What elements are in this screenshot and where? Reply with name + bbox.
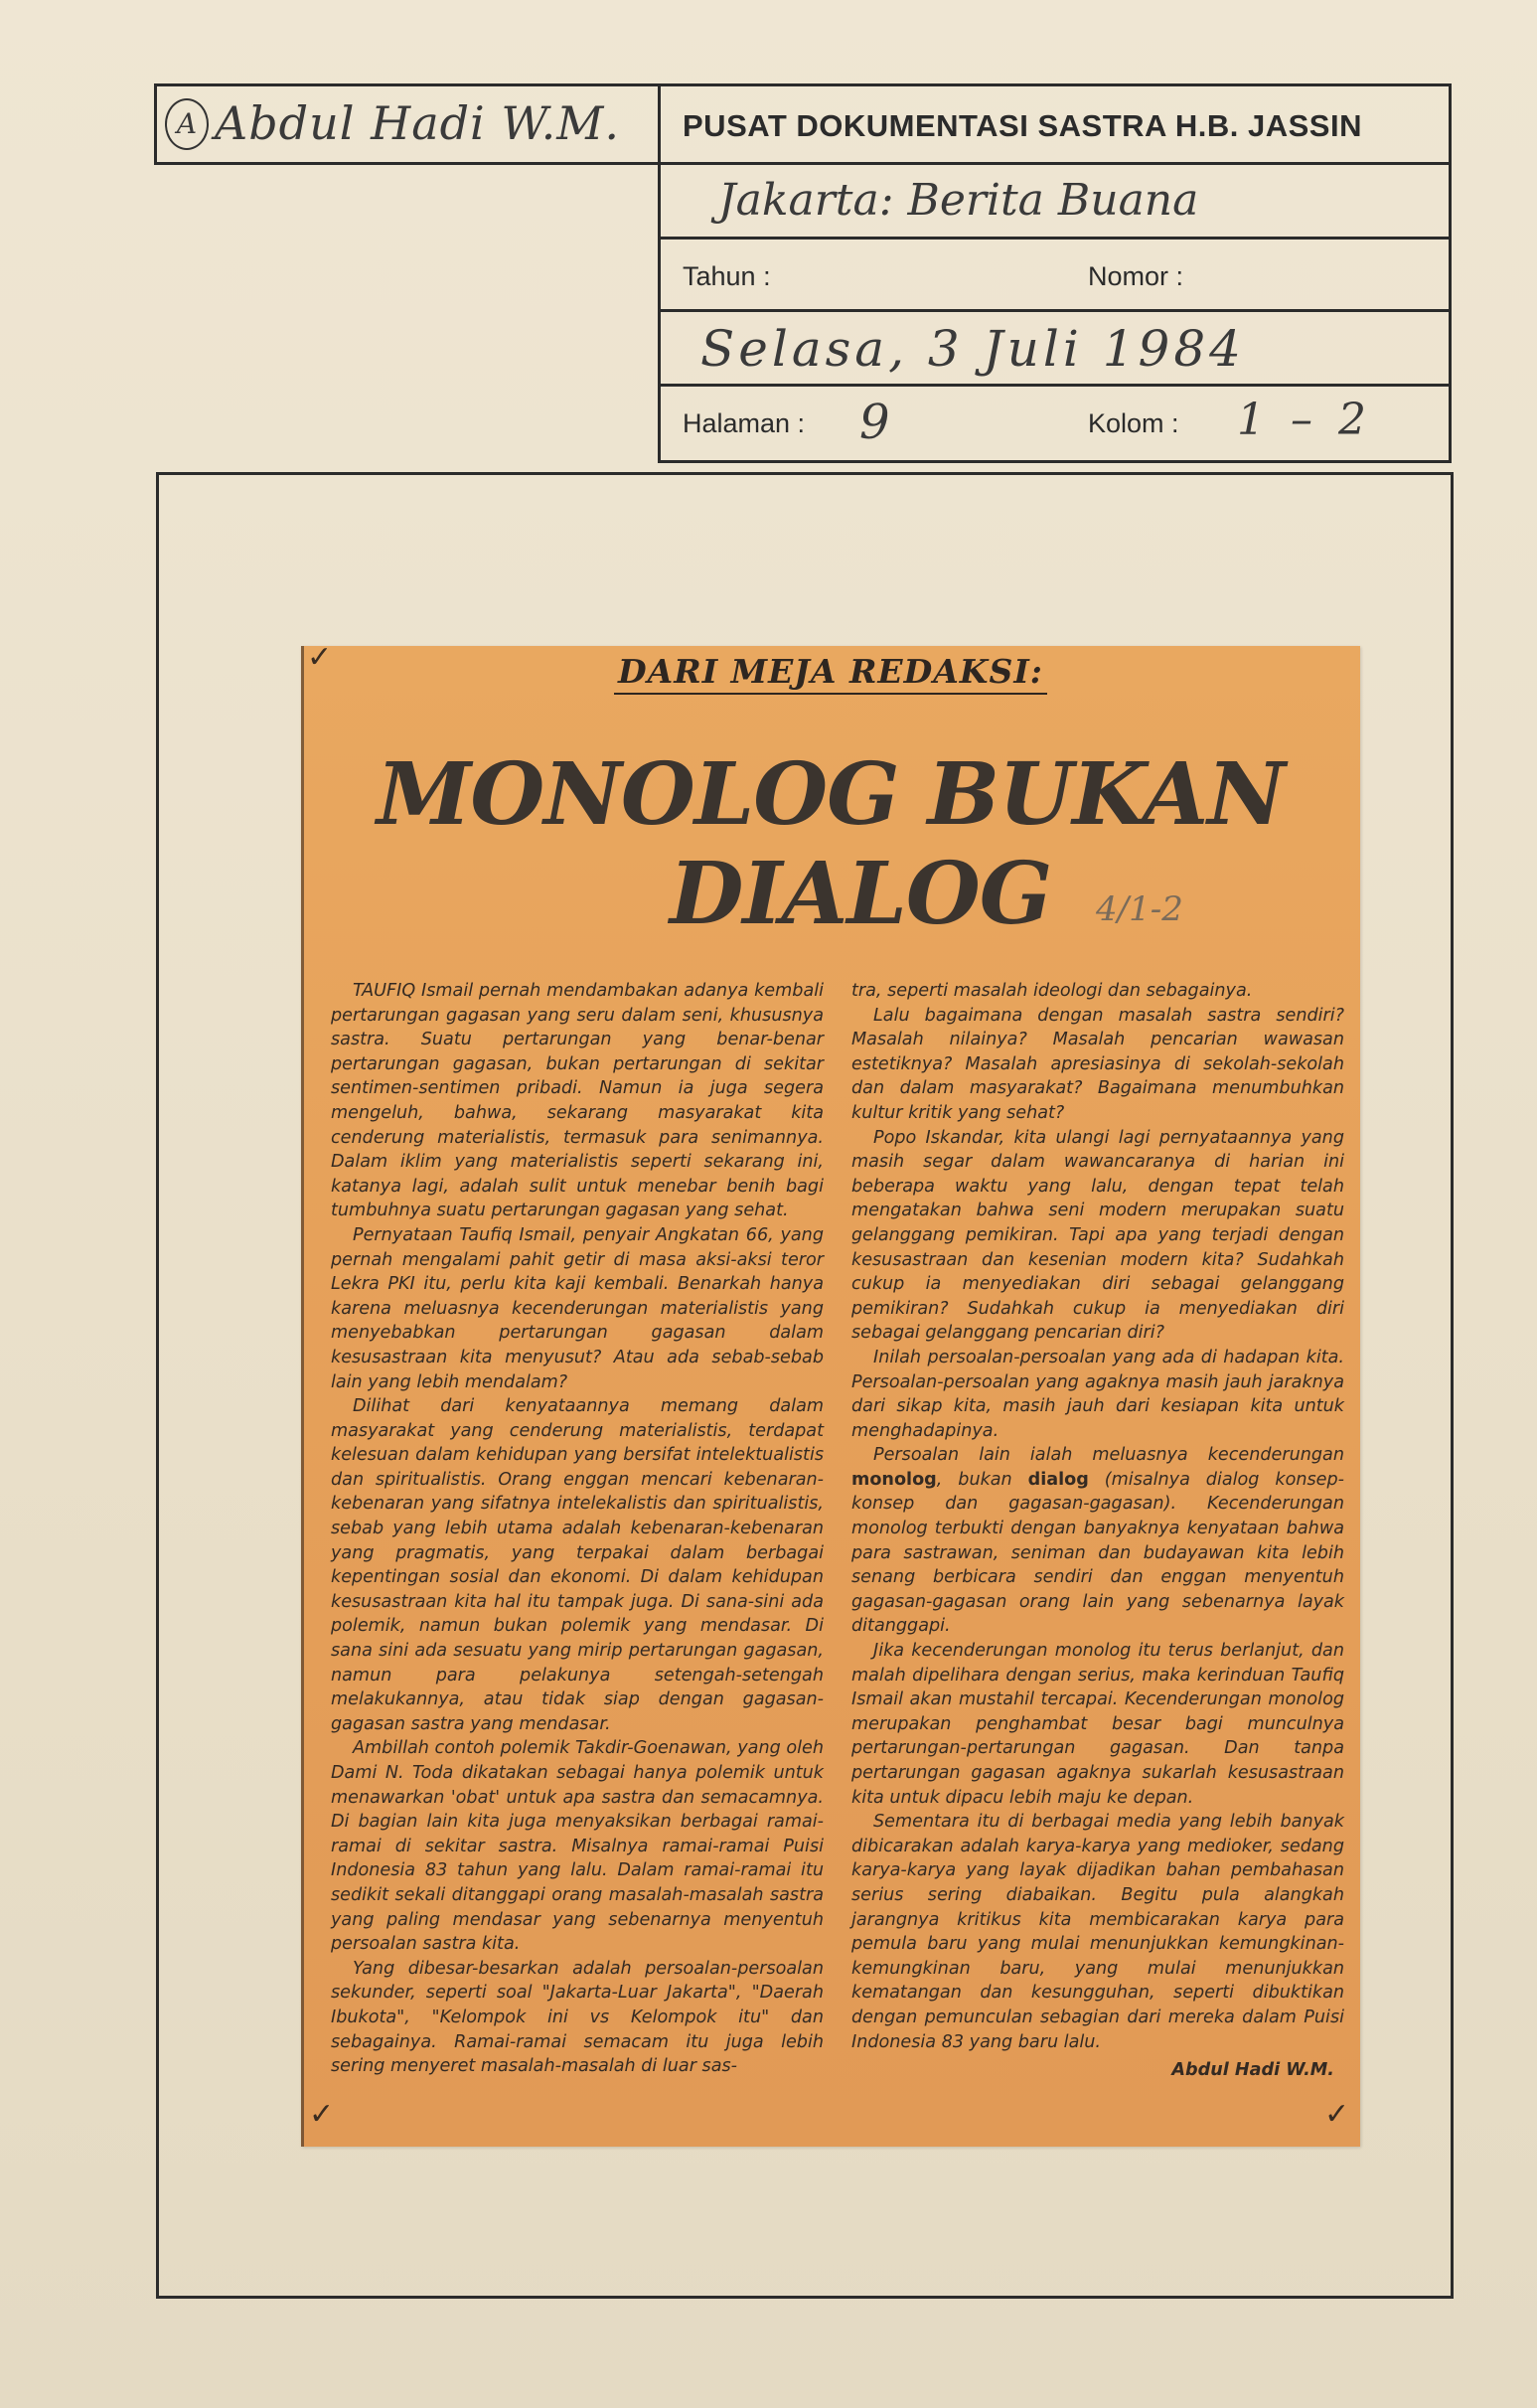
tahun-label: Tahun :	[683, 261, 771, 291]
paragraph: Jika kecenderungan monolog itu terus berlanjut, dan malah dipelihara dengan serius, maka kerinduan Taufiq Ismail akan mustahil tercapai. Kecenderungan monolog merupakan penghambat besar bagi munculnya pertarungan-pertarungan gagasan. Dan tanpa pertarungan gagasan agaknya sukarlah kesusastraan kita untuk dipacu lebih maju ke depan.	[851, 1641, 1344, 1808]
margin-note: 4/1-2	[1096, 889, 1183, 929]
newspaper-clipping	[301, 640, 1360, 2147]
page-cell	[658, 384, 1452, 463]
nomor-label: Nomor :	[1088, 261, 1184, 291]
halaman-value: 9	[859, 395, 890, 450]
halaman-label: Halaman :	[683, 408, 806, 438]
org-cell	[658, 83, 1452, 165]
author-mark: A	[165, 98, 209, 150]
source-cell	[658, 162, 1452, 240]
emphasis-dialog: dialog	[1027, 1469, 1089, 1490]
paragraph: Sementara itu di berbagai media yang lebih banyak dibicarakan adalah karya-karya yang medioker, sedang karya-karya yang layak dijadikan bahan pembahasan serius sering diabaikan. Begitu pula alangkah jarangnya kritikus kita membicarakan karya para pemula baru yang mulai menunjukkan kemungkinan-kemungkinan baru, yang mulai menunjukkan kematangan dan kesungguhan, seperti dibuktikan dengan pemunculan sebagian dari mereka dalam Puisi Indonesia 83 yang baru lalu.	[851, 1812, 1344, 2052]
paragraph: Yang dibesar-besarkan adalah persoalan-persoalan sekunder, seperti soal "Jakarta-Luar Jakarta", "Daerah Ibukota", "Kelompok ini vs Kelompok itu" dan sebagainya. Ramai-ramai semacam itu juga lebih sering menyeret masalah-masalah di luar sas-	[331, 1958, 824, 2077]
paragraph: Lalu bagaimana dengan masalah sastra sendiri? Masalah nilainya? Masalah pencarian wawasan estetiknya? Masalah apresiasinya di sekolah-sekolah dan dalam masyarakat? Bagaimana menumbuhkan kultur kritik yang sehat?	[851, 1005, 1344, 1123]
paragraph-with-emphasis: Persoalan lain ialah meluasnya kecenderungan monolog, bukan dialog (misalnya dialog konsep-konsep dan gagasan-gagasan). Kecenderungan monolog terbukti dengan banyaknya kenyataan bahwa para sastrawan, seniman dan budayawan kita lebih senang berbicara sendiri dan enggan menyentuh gagasan-gagasan orang lain yang sebenarnya layak ditanggapi.	[851, 1445, 1345, 1637]
paragraph: Pernyataan Taufiq Ismail, penyair Angkatan 66, yang pernah mengalami pahit getir di masa aksi-aksi teror Lekra PKI itu, perlu kita kaji kembali. Benarkah hanya karena meluasnya kecenderungan materialistis yang menyebabkan pertarungan gagasan dalam kesusastraan kita menyusut? Atau ada sebab-sebab lain yang lebih mendalam?	[331, 1224, 824, 1392]
document-header-form	[154, 83, 1452, 471]
headline-line-2: DIALOG	[669, 844, 1052, 944]
date-text: Selasa, 3 Juli 1984	[700, 320, 1245, 378]
paragraph: Ambillah contoh polemik Takdir-Goenawan, yang oleh Dami N. Toda dikatakan sebagai hanya polemik untuk menawarkan 'obat' untuk apa sastra dan semacamnya. Di bagian lain kita juga menyaksikan berbagai ramai-ramai di sekitar sastra. Misalnya ramai-ramai Puisi Indonesia 83 tahun yang lalu. Dalam ramai-ramai itu sedikit sekali ditanggapi orang masalah-masalah sastra yang paling mendasar yang sebenarnya menyentuh persoalan sastra kita.	[331, 1738, 824, 1955]
kicker-text: DARI MEJA REDAKSI:	[614, 652, 1047, 695]
author-name: Abdul Hadi W.M.	[215, 96, 620, 150]
byline: Abdul Hadi W.M.	[1171, 2060, 1334, 2081]
article-body	[331, 979, 1344, 2083]
org-title: PUSAT DOKUMENTASI SASTRA H.B. JASSIN	[683, 108, 1362, 143]
check-mark-icon: ✓	[1324, 2097, 1350, 2132]
emphasis-monolog: monolog	[851, 1469, 937, 1490]
paragraph: Popo Iskandar, kita ulangi lagi pernyataannya yang masih segar dalam wawancaranya di harian ini beberapa waktu yang lalu, dengan tepat telah mengatakan bahwa seni modern merupakan suatu gelanggang pemikiran. Tapi apa yang terjadi dengan kesusastraan dan kesenian modern kita? Sudahkah cukup ia menyediakan diri sebagai gelanggang pemikiran? Sudahkah cukup ia menyediakan diri sebagai gelanggang pencarian diri?	[851, 1127, 1344, 1344]
article-column-1	[331, 979, 824, 2083]
year-cell	[658, 237, 1452, 312]
article-column-2	[851, 979, 1344, 2083]
headline-line-1: MONOLOG BUKAN	[377, 744, 1285, 845]
check-mark-icon: ✓	[309, 2097, 335, 2132]
date-cell	[658, 309, 1452, 387]
paragraph: Inilah persoalan-persoalan yang ada di hadapan kita. Persoalan-persoalan yang agaknya masih jauh jaraknya dari sikap kita, masih jauh dari kesiapan kita untuk menghadapinya.	[851, 1347, 1344, 1441]
paragraph: TAUFIQ Ismail pernah mendambakan adanya kembali pertarungan gagasan yang seru dalam seni, khususnya sastra. Suatu pertarungan yang benar-benar pertarungan gagasan, bukan pertarungan di sekitar sentimen-sentimen pribadi. Namun ia juga segera mengeluh, bahwa, sekarang masyarakat kita cenderung materialistis, termasuk para senimannya. Dalam iklim yang materialistis seperti sekarang ini, katanya lagi, adalah sulit untuk menebar benih bagi tumbuhnya suatu pertarungan gagasan yang sehat.	[331, 981, 824, 1221]
kolom-value: 1 – 2	[1237, 395, 1372, 445]
check-mark-icon: ✓	[307, 640, 333, 675]
source-text: Jakarta: Berita Buana	[718, 175, 1199, 226]
author-cell	[154, 83, 661, 165]
paragraph: tra, seperti masalah ideologi dan sebagainya.	[851, 981, 1253, 1001]
kicker	[301, 652, 1360, 691]
paragraph: Dilihat dari kenyataannya memang dalam masyarakat yang cenderung materialistis, terdapat kelesuan dalam kehidupan yang bersifat intelektualistis dan spiritualistis. Orang enggan mencari kebenaran-kebenaran yang sifatnya intelekalistis dan spiritualistis, sebab yang lebih utama adalah kebenaran-kebenaran yang pragmatis, yang terpakai dalam berbagai kepentingan sosial dan ekonomi. Di dalam kehidupan kesusastraan kita hal itu tampak juga. Di sana-sini ada polemik, namun bukan polemik yang mendasar. Di sana sini ada sesuatu yang mirip pertarungan gagasan, namun para pelakunya setengah-setengah melakukannya, atau tidak siap dengan gagasan-gagasan sastra yang mendasar.	[331, 1396, 824, 1734]
headline	[301, 745, 1360, 944]
kolom-label: Kolom :	[1088, 408, 1179, 438]
